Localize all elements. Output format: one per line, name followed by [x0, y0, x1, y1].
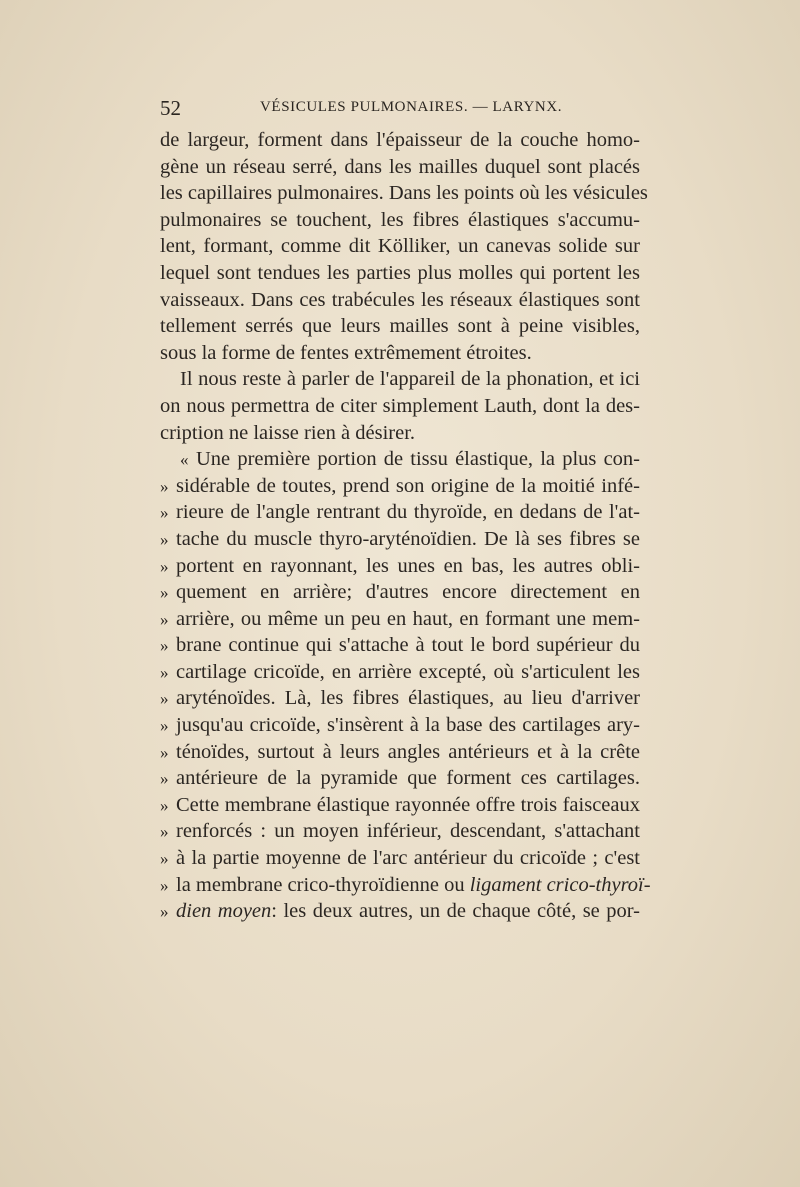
quote-mark: » [160, 716, 169, 736]
text-line: vaisseaux. Dans ces trabécules les réseaux élastiques sont [160, 288, 640, 311]
text-line: Il nous reste à parler de l'appareil de la phonation, et ici [180, 368, 640, 391]
quote-mark: » [160, 795, 169, 815]
quote-line [160, 818, 640, 845]
quote-mark: » [160, 875, 169, 895]
quote-line [160, 526, 640, 553]
text-line: on nous permettra de citer simplement Lauth, dont la des- [160, 394, 640, 417]
quote-text: Une première portion de tissu élastique, la plus con- [196, 448, 640, 471]
text-line: gène un réseau serré, dans les mailles duquel sont placés [160, 155, 640, 178]
quote-mark: » [160, 636, 169, 656]
quote-line [160, 872, 651, 899]
quote-text: jusqu'au cricoïde, s'insèrent à la base des cartilages ary- [176, 714, 640, 737]
text-line: pulmonaires se touchent, les fibres élastiques s'accumu- [160, 208, 640, 231]
quote-text: sidérable de toutes, prend son origine de la moitié infé- [176, 474, 640, 497]
text-line: lent, formant, comme dit Kölliker, un canevas solide sur [160, 235, 640, 258]
quote-mark: » [160, 529, 169, 549]
quote-mark: » [160, 503, 169, 523]
quote-text: cartilage cricoïde, en arrière excepté, où s'articulent les [176, 660, 640, 683]
text-line: les capillaires pulmonaires. Dans les points où les vésicules [160, 182, 648, 205]
quote-text: à la partie moyenne de l'arc antérieur du cricoïde ; c'est [176, 847, 640, 870]
text-line: sous la forme de fentes extrêmement étroites. [160, 341, 532, 364]
quote-line [160, 553, 640, 580]
quote-line [160, 739, 640, 766]
quote-mark: » [160, 583, 169, 603]
quote-line [160, 685, 640, 712]
quote-text: renforcés : un moyen inférieur, descendant, s'attachant [176, 820, 640, 843]
quote-mark: » [160, 556, 169, 576]
quote-italic-text: dien moyen [176, 900, 272, 923]
quote-italic-text: ligament crico-thyroï- [469, 873, 651, 896]
quote-line [160, 659, 640, 686]
quote-mark: » [160, 822, 169, 842]
quote-line [160, 765, 640, 792]
quote-text: brane continue qui s'attache à tout le bord supérieur du [176, 634, 640, 657]
quote-line [160, 473, 640, 500]
running-head: VÉSICULES PULMONAIRES. — LARYNX. [260, 99, 563, 115]
quote-text: quement en arrière; d'autres encore directement en [176, 581, 640, 604]
quote-text: portent en rayonnant, les unes en bas, les autres obli- [176, 554, 640, 577]
quote-text: rieure de l'angle rentrant du thyroïde, en dedans de l'at- [176, 501, 640, 524]
quote-line [160, 632, 640, 659]
quote-text: arrière, ou même un peu en haut, en formant une mem- [176, 607, 640, 630]
quote-mark: » [160, 742, 169, 762]
text-line: cription ne laisse rien à désirer. [160, 421, 416, 444]
quote-mark: » [160, 902, 169, 922]
quote-text: aryténoïdes. Là, les fibres élastiques, au lieu d'arriver [176, 687, 640, 710]
quote-line [160, 845, 640, 872]
quote-line [160, 499, 640, 526]
quote-line [160, 898, 640, 925]
quote-mark: » [160, 849, 169, 869]
quote-line [160, 606, 640, 633]
text-line: tellement serrés que leurs mailles sont à peine visibles, [160, 315, 640, 338]
quote-line [160, 712, 640, 739]
text-line: lequel sont tendues les parties plus molles qui portent les [160, 261, 640, 284]
quote-text: la membrane crico-thyroïdienne ou [176, 873, 470, 896]
quote-line [160, 446, 640, 473]
quote-mark: » [160, 662, 169, 682]
page-number: 52 [160, 96, 181, 120]
quote-mark: » [160, 769, 169, 789]
quote-mark: « [180, 450, 189, 470]
quote-text: ténoïdes, surtout à leurs angles antérieurs et à la crête [176, 740, 640, 763]
quote-line [160, 792, 640, 819]
quote-text: Cette membrane élastique rayonnée offre trois faisceaux [176, 793, 640, 816]
quote-line [160, 579, 640, 606]
quote-text: tache du muscle thyro-aryténoïdien. De là ses fibres se [176, 527, 640, 550]
quote-text: : les deux autres, un de chaque côté, se por- [271, 900, 640, 923]
quote-mark: » [160, 476, 169, 496]
text-line: de largeur, forment dans l'épaisseur de la couche homo- [160, 129, 640, 151]
quote-mark: » [160, 609, 169, 629]
quote-text: antérieure de la pyramide que forment ces cartilages. [176, 767, 640, 790]
body-text [160, 127, 651, 925]
page-header [160, 96, 642, 122]
quote-mark: » [160, 689, 169, 709]
